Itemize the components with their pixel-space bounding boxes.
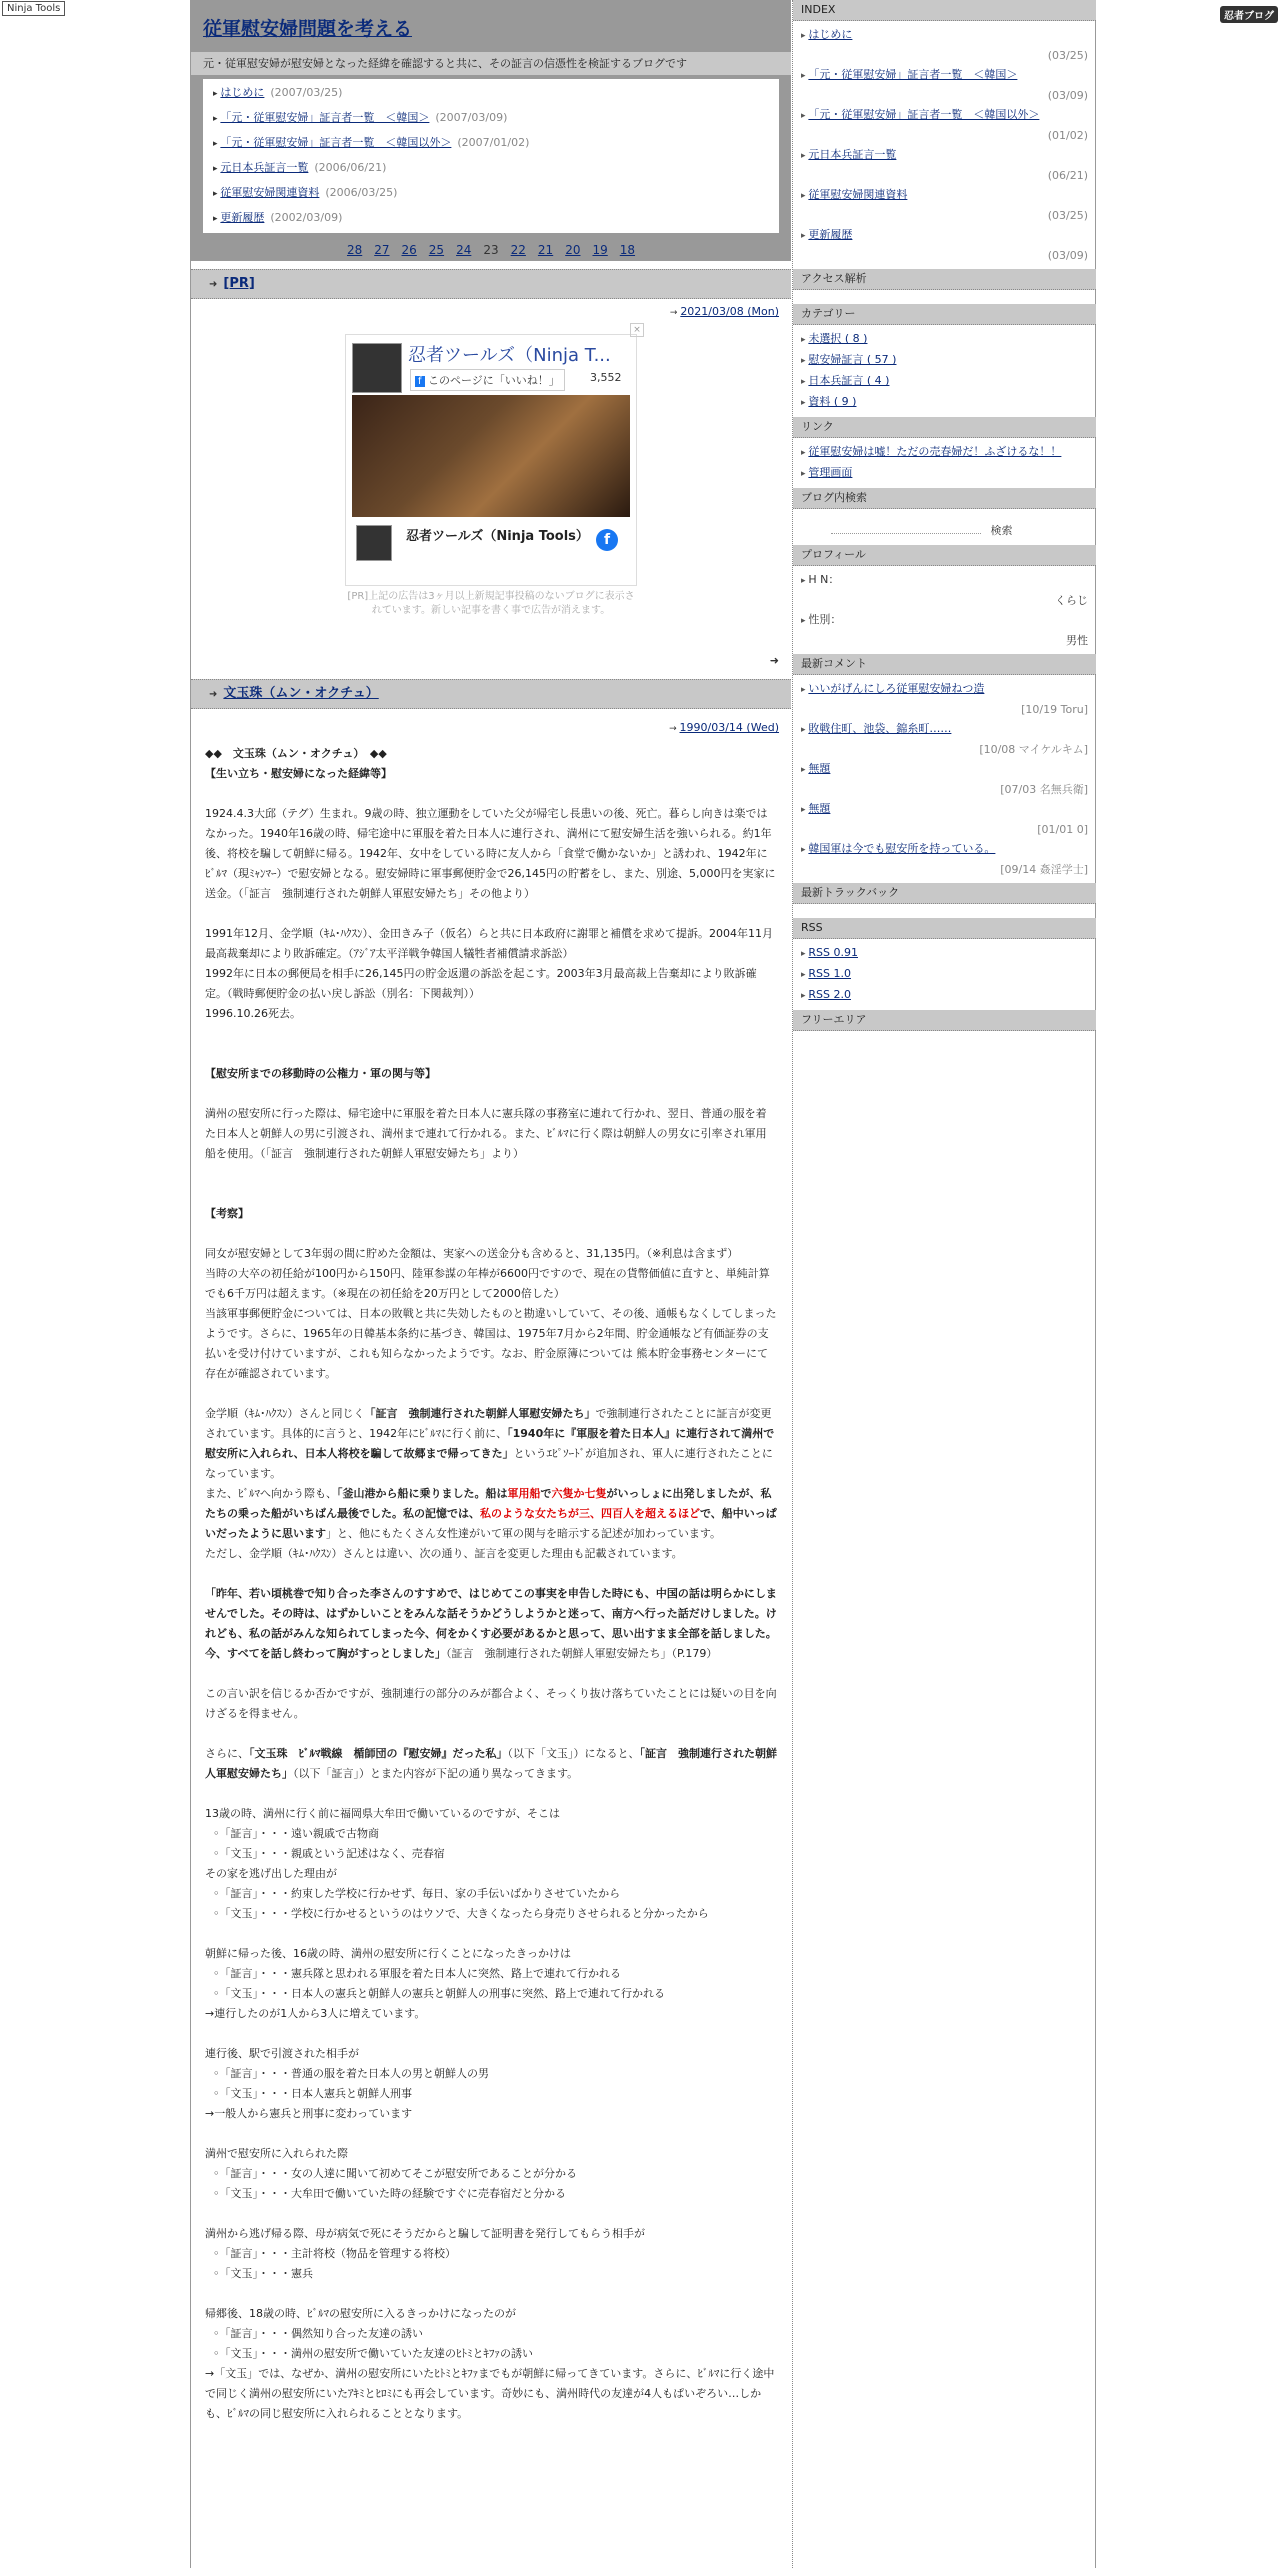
index-date: (03/25) <box>1047 49 1088 62</box>
comment-link[interactable]: 無題 <box>808 762 831 775</box>
comment-meta: [01/01 0] <box>1037 823 1088 836</box>
pr-title-link[interactable]: [PR] <box>223 276 255 291</box>
link-item <box>801 442 1088 463</box>
toc-item <box>213 181 769 206</box>
comment-link[interactable]: 無題 <box>808 802 831 815</box>
ninja-avatar-icon <box>352 343 402 393</box>
toc-box <box>191 75 791 237</box>
comment-meta: [09/14 姦淫学士] <box>1000 863 1088 876</box>
toc-link[interactable]: はじめに <box>220 86 265 99</box>
page-link[interactable]: 20 <box>565 243 581 257</box>
comment-meta: [10/19 Toru] <box>1021 703 1088 716</box>
comparison-block <box>205 1944 777 2024</box>
ad-photo[interactable] <box>352 395 630 517</box>
search-input[interactable] <box>831 517 981 534</box>
category-item <box>801 350 1088 371</box>
toc-item <box>213 81 769 106</box>
comment-meta: [07/03 名無兵衛] <box>1000 783 1088 796</box>
page-link[interactable]: 18 <box>619 243 636 257</box>
category-item <box>801 371 1088 392</box>
toc-item <box>213 131 769 156</box>
toc-date: (2006/06/21) <box>314 161 387 174</box>
comparison-line: ◦「証言」・・・普通の服を着た日本人の男と朝鮮人の男 <box>213 2067 489 2080</box>
trackback-heading: 最新トラックバック <box>793 883 1096 904</box>
index-heading: INDEX <box>793 0 1096 21</box>
comment-meta: [10/08 マイケルキム] <box>979 743 1088 756</box>
category-link[interactable]: 日本兵証言 ( 4 ) <box>808 374 890 387</box>
comment-link[interactable]: 敗戦住町、池袋、錦糸町…… <box>808 722 952 735</box>
post-date-link[interactable]: 1990/03/14 (Wed) <box>679 721 779 734</box>
index-item <box>801 145 1088 185</box>
blog-description: 元・従軍慰安婦が慰安婦となった経緯を確認すると共に、その証言の信憑性を検証するブログです <box>191 52 791 75</box>
page-link: 23 <box>483 243 499 257</box>
section-heading: 【生い立ち・慰安婦になった経緯等】 <box>205 767 392 780</box>
blog-header <box>191 0 791 52</box>
page-link[interactable]: 19 <box>592 243 608 257</box>
ad-footer-name[interactable]: 忍者ツールズ（Ninja Tools） <box>406 529 589 544</box>
comment-item <box>801 839 1088 879</box>
index-item <box>801 25 1088 65</box>
comparison-line: ◦「証言」・・・女の人達に聞いて初めてそこが慰安所であることが分かる <box>213 2167 577 2180</box>
pr-section-header <box>191 269 791 299</box>
category-link[interactable]: 資料 ( 9 ) <box>808 395 857 408</box>
comparison-line: 13歳の時、満州に行く前に福岡県大牟田で働いているのですが、そこは <box>205 1807 560 1820</box>
comparison-block <box>205 2044 777 2124</box>
comments-heading: 最新コメント <box>793 654 1096 675</box>
comparison-block <box>205 2224 777 2284</box>
comparison-line: ◦「文玉」・・・親戚という記述はなく、売春宿 <box>213 1847 445 1860</box>
comparison-block <box>205 1804 777 1924</box>
comparison-line: →一般人から憲兵と刑事に変わっています <box>205 2107 413 2120</box>
paragraph: 同女が慰安婦として3年弱の間に貯めた金額は、実家への送金分も含めると、31,135円。（※利息は含まず） 当時の大卒の初任給が100円から150円、陸軍参謀の年棒が6600円ですので、現在の貨幣価値に直すと、単純計算でも6千万円は超えます。（※現在の初任給を20万円として2000倍した） 当該軍事郵便貯金については、日本の敗戦と共に失効したものと勘違いしていて、その後、通帳もなくしてしまったようです。さらに、1965年の日韓基本条約に基づき、韓国は、1975年7月から2年間、貯金通帳など有価証券の支払いを受け付けていますが、これも知らなかったようです。なお、貯金原簿については 熊本貯金事務センターにて存在が確認されています。 <box>205 1247 777 1380</box>
index-link[interactable]: 「元・従軍慰安婦」証言者一覧 ＜韓国＞ <box>808 68 1018 81</box>
toc-date: (2006/03/25) <box>325 186 398 199</box>
like-count: 3,552 <box>590 371 622 384</box>
comparison-line: ◦「証言」・・・憲兵隊と思われる軍服を着た日本人に突然、路上で連れて行かれる <box>213 1967 621 1980</box>
paragraph: 「昨年、若い頃桃巻で知り合った李さんのすすめで、はじめてこの事実を申告した時にも、中国の話は明らかにしませんでした。その時は、はずかしいことをみんな話そうかどうしようかと迷って、南方へ行った話だけしました。けれども、私の話がみんな知られてしまった今、何をかくす必要があるかと思って、思い出すまま全部を話しました。今、すべてを話し終わって胸がすっとしました」（証言 強制連行された朝鮮人軍慰安婦たち」（P.179） <box>205 1587 777 1660</box>
post-date <box>191 709 791 740</box>
facebook-icon[interactable]: f <box>596 529 618 551</box>
comment-list <box>793 675 1096 883</box>
paragraph: 金学順（ｷﾑ･ﾊｸｽﾝ）さんと同じく「証言 強制連行された朝鮮人軍慰安婦たち」で強制連行されたことに証言が変更されています。具体的に言うと、1942年にﾋﾞﾙﾏに行く前に、「1940年に『軍服を着た日本人』に連行されて満州で慰安所に入れられ、日本人将校を騙して故郷まで帰ってきた」というｴﾋﾟｿｰﾄﾞが追加され、軍人に連行されたことになっています。 また、ﾋﾞﾙﾏへ向かう際も、「釜山港から船に乗りました。船は軍用船で六隻か七隻がいっしょに出発しましたが、私たちの乗った船がいちばん最後でした。私の記憶では、私のような女たちが三、四百人を超えるほどで、船中いっぱいだったように思います」と、他にもたくさん女性達がいて軍の関与を暗示する記述が加わっています。 ただし、金学順（ｷﾑ･ﾊｸｽﾝ）さんとは違い、次の通り、証言を変更した理由も記載されています。 <box>205 1407 777 1560</box>
ninja-avatar-icon <box>356 525 392 561</box>
index-date: (01/02) <box>1047 129 1088 142</box>
close-icon[interactable]: × <box>630 323 644 337</box>
category-link[interactable]: 慰安婦証言 ( 57 ) <box>808 353 897 366</box>
index-date: (06/21) <box>1047 169 1088 182</box>
comparison-line: 連行後、駅で引渡された相手が <box>205 2047 359 2060</box>
access-heading: アクセス解析 <box>793 269 1096 290</box>
profile-sex: ▸ 性別： 男性 <box>801 610 1088 650</box>
arrow-icon: ➜ <box>209 689 218 700</box>
pagination <box>191 237 791 261</box>
toc-item <box>213 206 769 231</box>
profile-list <box>793 566 1096 654</box>
profile-hn: ▸ H N： くらじ <box>801 570 1088 610</box>
comparison-line: ◦「文玉」・・・大牟田で働いていた時の経験ですぐに売春宿だと分かる <box>213 2187 566 2200</box>
rss-list <box>793 939 1096 1010</box>
comparison-line: ◦「証言」・・・遠い親戚で古物商 <box>213 1827 379 1840</box>
comparison-line: 満州で慰安所に入れられた際 <box>205 2147 348 2160</box>
link-heading: リンク <box>793 417 1096 438</box>
page-link[interactable]: 26 <box>401 243 417 257</box>
ad-header <box>346 335 636 395</box>
facebook-icon: f <box>415 376 425 387</box>
comparison-line: ◦「文玉」・・・学校に行かせるというのはウソで、大きくなったら身売りさせられると分かったから <box>213 1907 709 1920</box>
page-link[interactable]: 24 <box>456 243 472 257</box>
sidebar <box>792 0 1096 2568</box>
link-list <box>793 438 1096 488</box>
toc-link[interactable]: 「元・従軍慰安婦」証言者一覧 ＜韓国以外＞ <box>220 136 452 149</box>
section-heading: 【慰安所までの移動時の公権力・軍の関与等】 <box>205 1067 436 1080</box>
rss-link[interactable]: RSS 1.0 <box>808 967 851 980</box>
category-link[interactable]: 未選択 ( 8 ) <box>808 332 868 345</box>
rss-item <box>801 964 1088 985</box>
page-link[interactable]: 27 <box>374 243 390 257</box>
toc-item <box>213 156 769 181</box>
comparison-line: 帰郷後、18歳の時、ﾋﾞﾙﾏの慰安所に入るきっかけになったのが <box>205 2307 516 2320</box>
link-item <box>801 463 1088 484</box>
main-column <box>191 0 791 2568</box>
paragraph: 満州の慰安所に行った際は、帰宅途中に軍服を着た日本人に憲兵隊の事務室に連れて行かれ、翌日、普通の服を着た日本人と朝鮮人の男に引渡され、満州まで連れて行かれる。また、ﾋﾞﾙﾏに行く際は朝鮮人の男女に引率され軍用船を使用。（「証言 強制連行された朝鮮人軍慰安婦たち」より） <box>205 1107 767 1160</box>
index-date: (03/25) <box>1047 209 1088 222</box>
toc-item <box>213 106 769 131</box>
comment-item <box>801 759 1088 799</box>
category-list <box>793 325 1096 417</box>
paragraph: 1924.4.3大邱（テグ）生まれ。9歳の時、独立運動をしていた父が帰宅し長患いの後、死亡。暮らし向きは楽ではなかった。1940年16歳の時、帰宅途中に軍服を着た日本人に連行され、満州にて慰安婦生活を強いられる。約1年後、将校を騙して朝鮮に帰る。1942年、女中をしている時に友人から「食堂で働かないか」と誘われ、1942年にﾋﾞﾙﾏ（現ﾐｬﾝﾏｰ）で慰安婦となる。慰安婦時に軍事郵便貯金で26,145円の貯蓄をし、また、別途、5,000円を実家に送金。（「証言 強制連行された朝鮮人軍慰安婦たち」その他より） <box>205 807 776 900</box>
search-form <box>793 509 1096 545</box>
page-link[interactable]: 28 <box>346 243 363 257</box>
comparison-line: ◦「文玉」・・・日本人の憲兵と朝鮮人の憲兵と朝鮮人の刑事に突然、路上で連れて行かれる <box>213 1987 665 2000</box>
paragraph: さらに、「文玉珠 ﾋﾞﾙﾏ戦線 楯師団の『慰安婦』だった私」（以下「文玉」）になると、「証言 強制連行された朝鮮人軍慰安婦たち」（以下「証言」）とまた内容が下記の通り異なってきます。 <box>205 1747 777 1780</box>
external-link[interactable]: 従軍慰安婦は嘘！ただの売春婦だ！ふざけるな！！ <box>808 445 1062 458</box>
search-button[interactable]: 検索 <box>990 524 1013 537</box>
rss-item <box>801 943 1088 964</box>
comparison-block <box>205 2144 777 2204</box>
index-item <box>801 225 1088 265</box>
ninja-tools-badge[interactable]: Ninja Tools <box>2 1 65 16</box>
toc-date: (2002/03/09) <box>270 211 343 224</box>
rss-link[interactable]: RSS 2.0 <box>808 988 851 1001</box>
comparison-line: ◦「証言」・・・約束した学校に行かせず、毎日、家の手伝いばかりさせていたから <box>213 1887 621 1900</box>
ad-footer <box>346 517 636 567</box>
index-link[interactable]: 「元・従軍慰安婦」証言者一覧 ＜韓国以外＞ <box>808 108 1040 121</box>
comparison-line: 朝鮮に帰った後、16歳の時、満州の慰安所に行くことになったきっかけは <box>205 1947 571 1960</box>
index-list <box>793 21 1096 269</box>
comment-link[interactable]: いいがげんにしろ従軍慰安婦ねつ造 <box>808 682 985 695</box>
page-link[interactable]: 25 <box>428 243 445 257</box>
blog-title-link[interactable]: 従軍慰安婦問題を考える <box>203 18 413 40</box>
comparison-line: ◦「文玉」・・・満州の慰安所で働いていた友達のﾋﾄﾐとｷﾌｧの誘い <box>213 2347 533 2360</box>
page-wrapper <box>190 0 1096 2568</box>
index-link[interactable]: 元日本兵証言一覧 <box>808 148 897 161</box>
comment-item <box>801 719 1088 759</box>
comparison-line: ◦「文玉」・・・日本人憲兵と朝鮮人刑事 <box>213 2087 412 2100</box>
toc-date: (2007/01/02) <box>457 136 530 149</box>
category-heading: カテゴリー <box>793 304 1096 325</box>
paragraph: この言い訳を信じるか否かですが、強制連行の部分のみが都合よく、そっくり抜け落ちていたことには疑いの目を向けざるを得ません。 <box>205 1687 777 1720</box>
search-heading: ブログ内検索 <box>793 488 1096 509</box>
toc-list <box>203 79 779 233</box>
toc-link[interactable]: 更新履歴 <box>220 211 265 224</box>
post-title-link[interactable]: 文玉珠（ムン・オクチュ） <box>223 686 379 701</box>
comparison-block <box>205 2304 777 2424</box>
like-button[interactable]: f このページに「いいね！」 <box>410 369 565 391</box>
post-body <box>191 740 791 2448</box>
toc-link[interactable]: 「元・従軍慰安婦」証言者一覧 ＜韓国＞ <box>220 111 430 124</box>
rss-link[interactable]: RSS 0.91 <box>808 946 858 959</box>
comparison-line: 満州から逃げ帰る際、母が病気で死にそうだからと騙して証明書を発行してもらう相手が <box>205 2227 645 2240</box>
index-item <box>801 105 1088 145</box>
ninja-blog-logo[interactable]: 忍者ブログ <box>1220 6 1278 23</box>
arrow-icon: ➜ <box>209 279 218 290</box>
index-item <box>801 65 1088 105</box>
comparison-line: ◦「証言」・・・主計将校（物品を管理する将校） <box>213 2247 456 2260</box>
index-date: (03/09) <box>1047 89 1088 102</box>
comment-link[interactable]: 韓国軍は今でも慰安所を持っている。 <box>808 842 996 855</box>
section-heading: 【考察】 <box>205 1207 249 1220</box>
index-date: (03/09) <box>1047 249 1088 262</box>
ad-note: [PR]上記の広告は3ヶ月以上新規記事投稿のないブログに表示されています。新しい記事を書く事で広告が消えます。 <box>347 591 635 616</box>
post-footer-arrow: ➜ <box>769 654 779 667</box>
post-heading: ◆◆ 文玉珠（ムン・オクチュ） ◆◆ <box>205 747 387 760</box>
pr-date <box>191 299 791 324</box>
rss-heading: RSS <box>793 918 1096 939</box>
post-section-header <box>191 679 791 709</box>
pr-date-link[interactable]: 2021/03/08 (Mon) <box>680 305 779 318</box>
category-item <box>801 329 1088 350</box>
toc-link[interactable]: 従軍慰安婦関連資料 <box>220 186 320 199</box>
category-item <box>801 392 1088 413</box>
index-link[interactable]: 更新履歴 <box>808 228 853 241</box>
comparison-line: ◦「文玉」・・・憲兵 <box>213 2267 313 2280</box>
ad-page-name[interactable]: 忍者ツールズ（Ninja T... <box>408 345 611 366</box>
page-link[interactable]: 22 <box>510 243 526 257</box>
comparison-line: その家を逃げ出した理由が <box>205 1867 337 1880</box>
rss-item <box>801 985 1088 1006</box>
comparison-line: →「文玉」では、なぜか、満州の慰安所にいたﾋﾄﾐとｷﾌｧまでもが朝鮮に帰ってきています。さらに、ﾋﾞﾙﾏに行く途中で同じく満州の慰安所にいたｱｷﾐとﾋﾛﾐにも再会しています。奇妙にも、満州時代の友達が4人もぱいぞろい…しかも、ﾋﾞﾙﾏの同じ慰安所に入れられることとなります。 <box>205 2367 775 2420</box>
comment-item <box>801 799 1088 839</box>
toc-date: (2007/03/25) <box>270 86 343 99</box>
index-item <box>801 185 1088 225</box>
paragraph: 1991年12月、金学順（ｷﾑ･ﾊｸｽﾝ）、金田きみ子（仮名）らと共に日本政府に謝罪と補償を求めて提訴。2004年11月最高裁棄却により敗訴確定。（ｱｼﾞｱ太平洋戦争韓国人犠牲者補償請求訴訟） 1992年に日本の郵便局を相手に26,145円の貯金返還の訴訟を起こす。2003年3月最高裁上告棄却により敗訴確定。（戦時郵便貯金の払い戻し訴訟（別名：下関裁判）） 1996.10.26死去。 <box>205 927 773 1020</box>
ad-box[interactable] <box>345 325 641 586</box>
comparison-line: →連行したのが1人から3人に増えています。 <box>205 2007 426 2020</box>
toc-link[interactable]: 元日本兵証言一覧 <box>220 161 309 174</box>
external-link[interactable]: 管理画面 <box>808 466 853 479</box>
profile-heading: プロフィール <box>793 545 1096 566</box>
comparison-line: ◦「証言」・・・偶然知り合った友達の誘い <box>213 2327 423 2340</box>
index-link[interactable]: 従軍慰安婦関連資料 <box>808 188 908 201</box>
free-area-heading: フリーエリア <box>793 1010 1096 1031</box>
page-link[interactable]: 21 <box>537 243 554 257</box>
comment-item <box>801 679 1088 719</box>
toc-date: (2007/03/09) <box>435 111 508 124</box>
index-link[interactable]: はじめに <box>808 28 853 41</box>
